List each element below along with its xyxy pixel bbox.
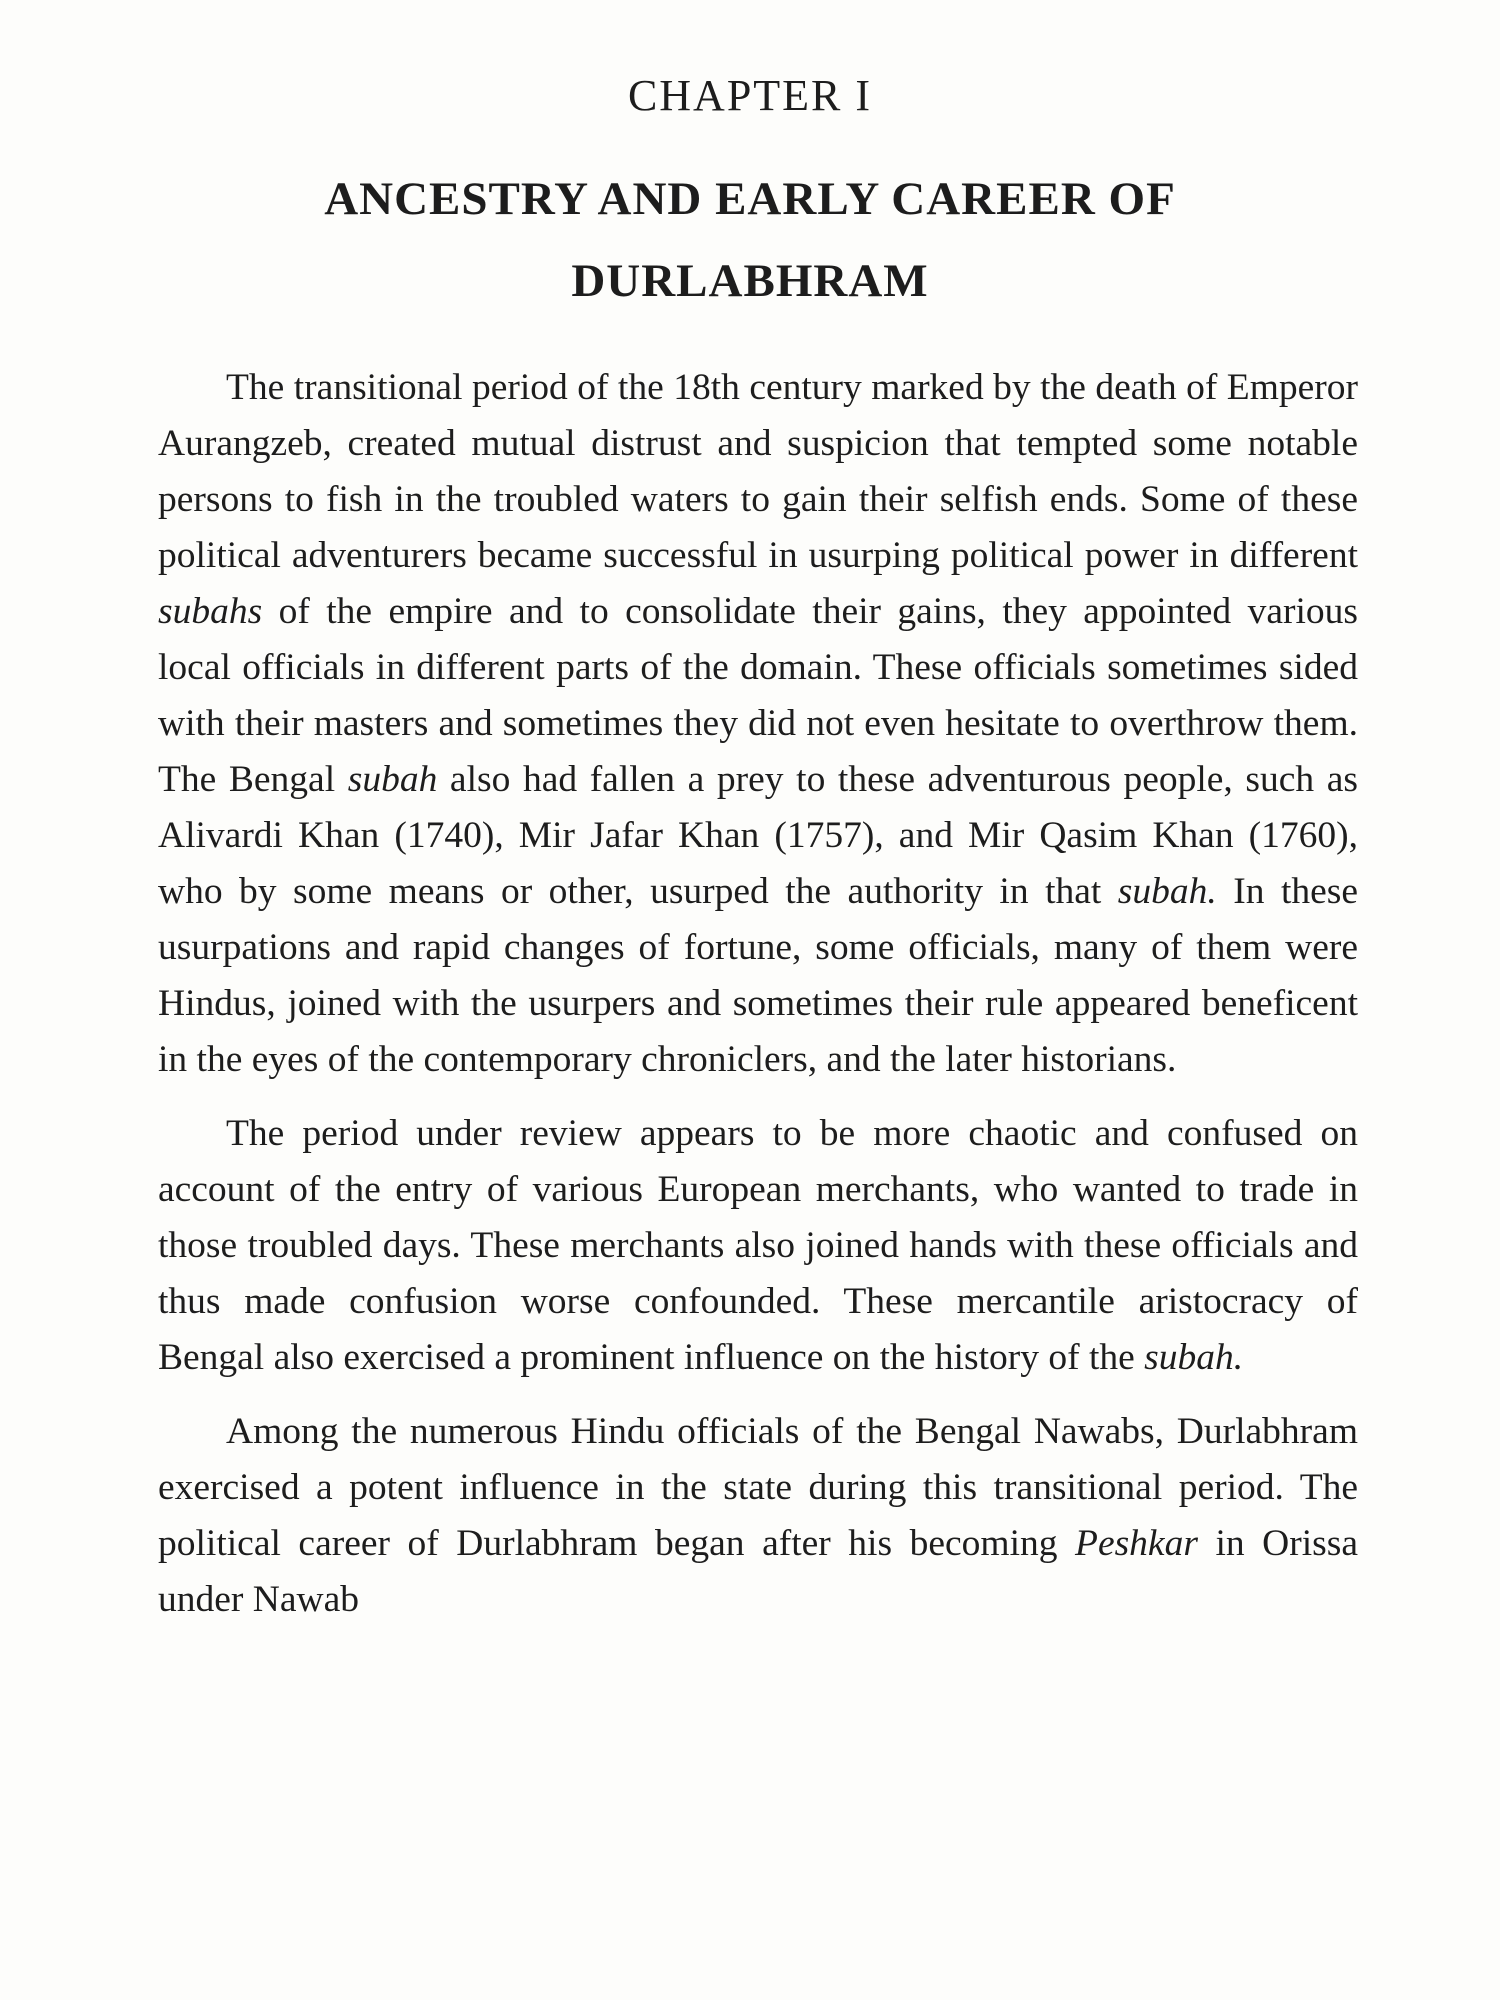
body-text <box>158 360 1358 1646</box>
italic-term-peshkar: Peshkar <box>1075 1523 1198 1564</box>
italic-term-subah-3: subah. <box>1144 1337 1244 1378</box>
italic-term-subah-2: subah. <box>1117 871 1217 912</box>
paragraph-1-text-2: of the empire and to consolidate their gains, they appointed various local officials in different parts of the domain. These officials sometimes sided with their masters and sometimes they did not even hesitate to overthrow them. The Bengal <box>158 591 1358 800</box>
italic-term-subah: subah <box>347 759 438 800</box>
paragraph-1-text-3: also had fallen a prey to these adventurous people, such as Alivardi Khan (1740), Mir Jafar Khan (1757), and Mir Qasim Khan (1760), who by some means or other, usurped the authority in that <box>158 759 1358 912</box>
paragraph-3-text-1: Among the numerous Hindu officials of the Bengal Nawabs, Durlabhram exercised a potent influence in the state during this transitional period. The political career of Durlabhram began after his becoming <box>158 1411 1358 1564</box>
paragraph-1-text-1: The transitional period of the 18th century marked by the death of Emperor Aurangzeb, created mutual distrust and suspicion that tempted some notable persons to fish in the troubled waters to gain their selfish ends. Some of these political adventurers became successful in usurping political power in different <box>158 367 1358 576</box>
chapter-title: ANCESTRY AND EARLY CAREER OF DURLABHRAM <box>324 173 1176 307</box>
chapter-label: CHAPTER I <box>627 71 873 120</box>
paragraph-2 <box>158 1106 1358 1386</box>
paragraph-3 <box>158 1404 1358 1628</box>
paragraph-1 <box>158 360 1358 1088</box>
paragraph-1-text-4: In these usurpations and rapid changes of fortune, some officials, many of them were Hindus, joined with the usurpers and sometimes their rule appeared beneficent in the eyes of the contemporary chroniclers, and the later historians. <box>158 871 1358 1080</box>
paragraph-3-text-2: in Orissa under Nawab <box>158 1523 1358 1620</box>
paragraph-2-text-1: The period under review appears to be more chaotic and confused on account of the entry of various European merchants, who wanted to trade in those troubled days. These merchants also joined hands with these officials and thus made confusion worse confounded. These mercantile aristocracy of Bengal also exercised a prominent influence on the history of the <box>158 1113 1358 1378</box>
italic-term-subahs: subahs <box>158 591 263 632</box>
